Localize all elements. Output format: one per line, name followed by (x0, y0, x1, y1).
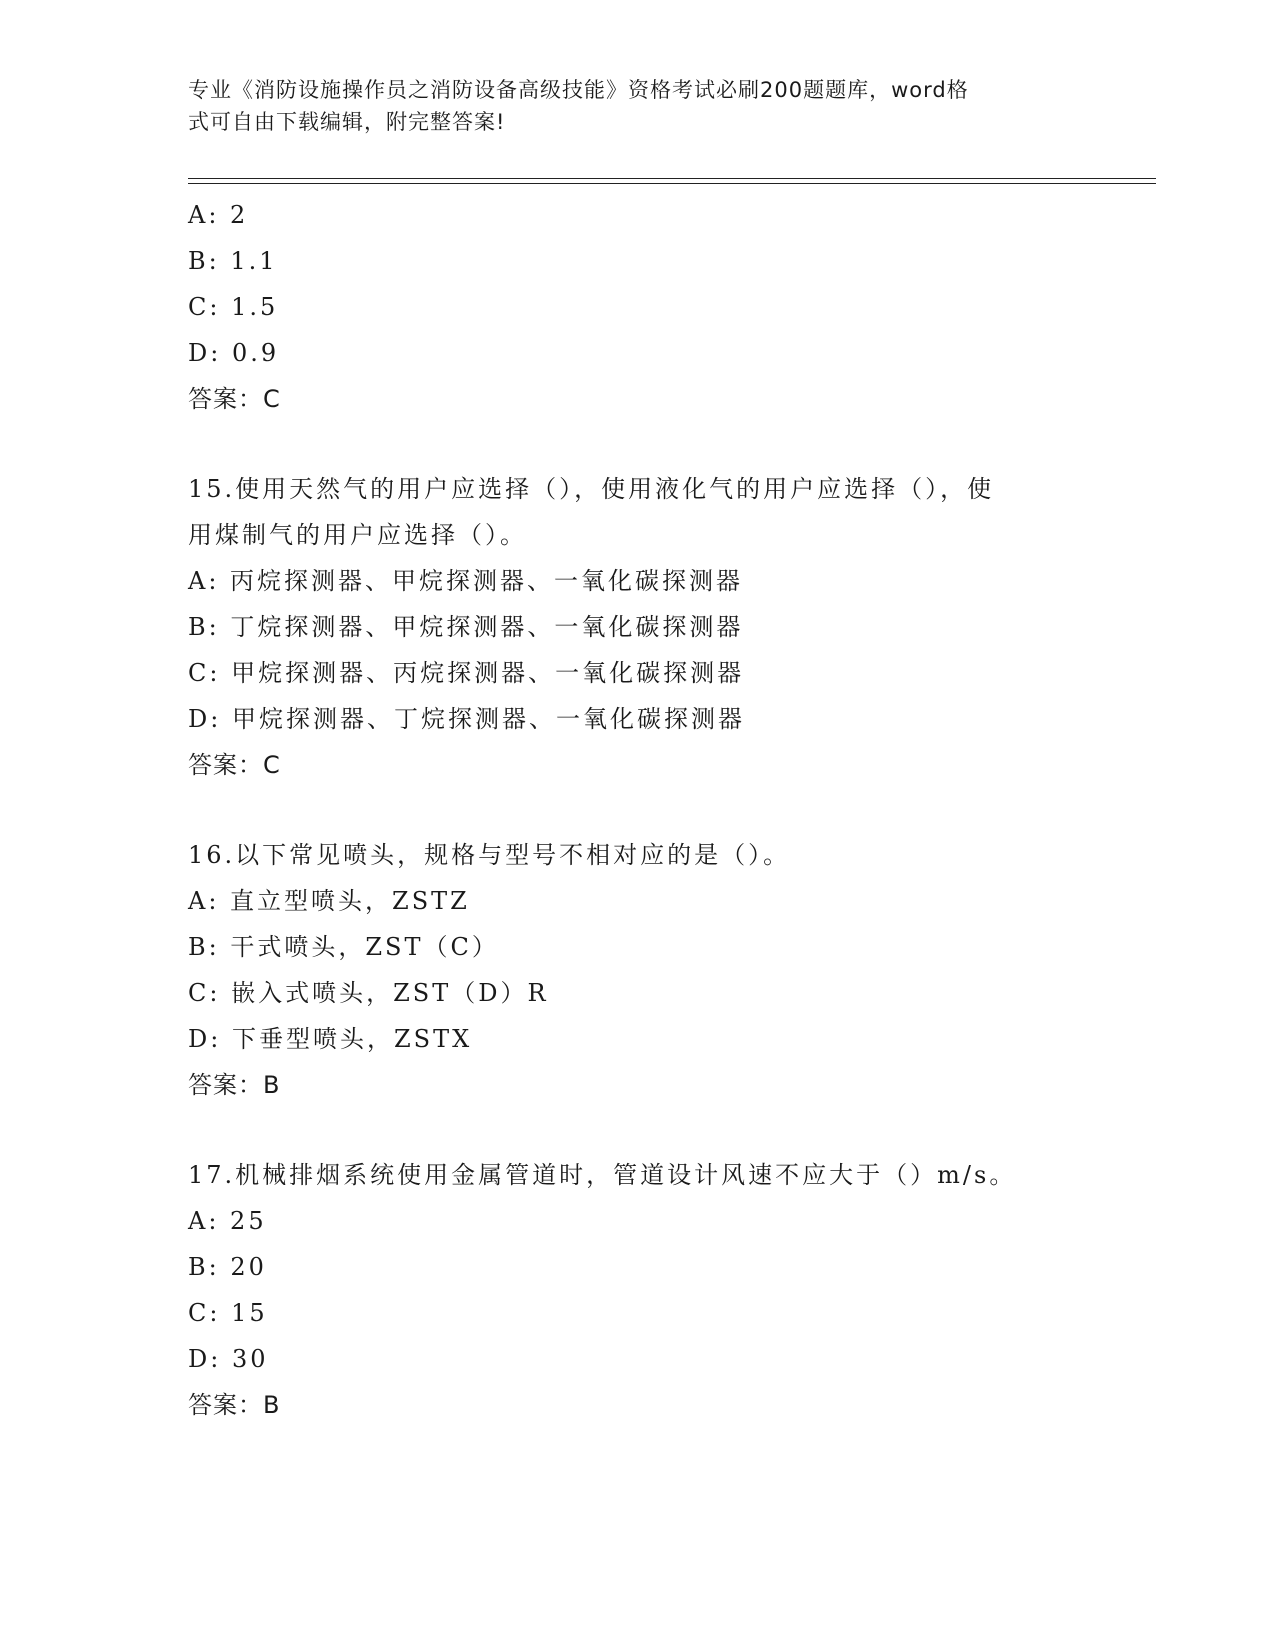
option-d: D: 下垂型喷头，ZSTX (188, 1025, 473, 1053)
option-c: C: 嵌入式喷头，ZST（D）R (188, 979, 549, 1007)
option-d: D: 甲烷探测器、丁烷探测器、一氧化碳探测器 (188, 705, 745, 733)
header-divider-top (188, 178, 1156, 179)
option-d: D: 30 (188, 1345, 269, 1373)
header-line-1: 专业《消防设施操作员之消防设备高级技能》资格考试必刷200题题库，word格 (188, 78, 969, 102)
header-line-2: 式可自由下载编辑，附完整答案! (188, 110, 506, 134)
option-c: C: 甲烷探测器、丙烷探测器、一氧化碳探测器 (188, 659, 745, 687)
option-d: D: 0.9 (188, 339, 280, 367)
question-text-line-2: 用煤制气的用户应选择（）。 (188, 521, 527, 549)
spacer (188, 1108, 1088, 1152)
option-a: A: 2 (188, 201, 249, 229)
answer-line: 答案：C (188, 751, 281, 779)
question-list (188, 192, 1088, 1428)
option-a: A: 丙烷探测器、甲烷探测器、一氧化碳探测器 (188, 567, 744, 595)
option-b: B: 干式喷头，ZST（C） (188, 933, 499, 961)
question-block-14 (188, 192, 1088, 422)
answer-line: 答案：B (188, 1071, 281, 1099)
spacer (188, 788, 1088, 832)
question-text: 16.以下常见喷头，规格与型号不相对应的是（）。 (188, 841, 791, 869)
option-b: B: 丁烷探测器、甲烷探测器、一氧化碳探测器 (188, 613, 744, 641)
option-b: B: 1.1 (188, 247, 278, 275)
question-block-16 (188, 832, 1088, 1108)
question-block-15 (188, 466, 1088, 788)
spacer (188, 422, 1088, 466)
document-header (188, 74, 1088, 138)
option-b: B: 20 (188, 1253, 267, 1281)
question-text-line-1: 15.使用天然气的用户应选择（），使用液化气的用户应选择（），使 (188, 475, 995, 503)
answer-line: 答案：B (188, 1391, 281, 1419)
option-a: A: 25 (188, 1207, 267, 1235)
header-divider-bottom (188, 183, 1156, 184)
option-c: C: 1.5 (188, 293, 279, 321)
question-block-17 (188, 1152, 1088, 1428)
answer-line: 答案：C (188, 385, 281, 413)
option-a: A: 直立型喷头，ZSTZ (188, 887, 470, 915)
question-text: 17.机械排烟系统使用金属管道时，管道设计风速不应大于（）m/s。 (188, 1161, 1017, 1189)
option-c: C: 15 (188, 1299, 268, 1327)
